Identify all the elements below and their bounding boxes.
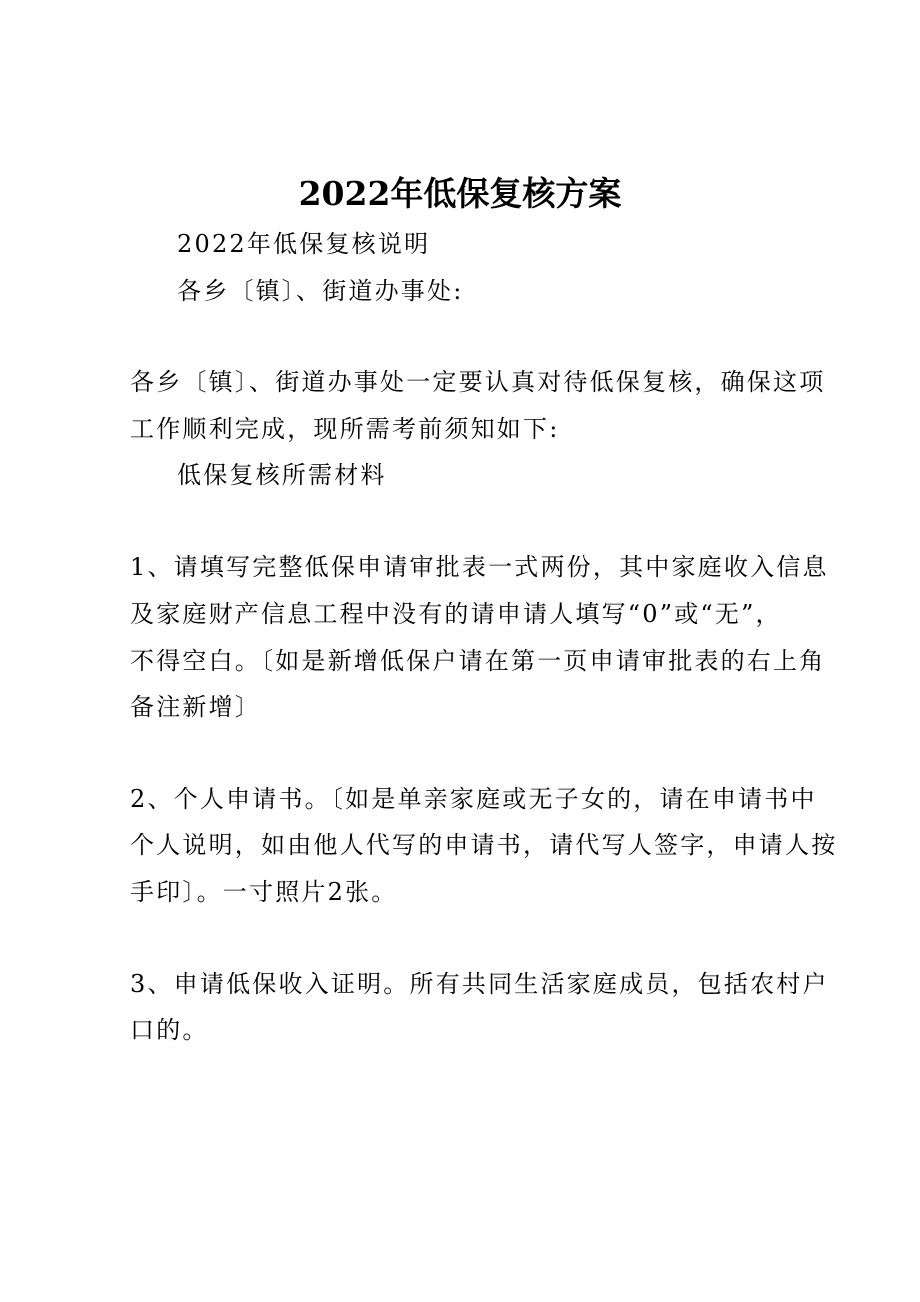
intro-line-2: 工作顺利完成，现所需考前须知如下: [130,415,560,443]
item-1-line-1: 1、请填写完整低保申请审批表一式两份，其中家庭收入信息 [130,553,829,581]
item-2-line-1: 2、个人申请书。〔如是单亲家庭或无子女的，请在申请书中 [130,785,817,813]
document-subtitle: 2022年低保复核说明 [177,230,431,258]
document-title: 2022年低保复核方案 [298,174,622,213]
item-1-line-3: 不得空白。〔如是新增低保户请在第一页申请审批表的右上角 [130,647,826,675]
item-1-line-2: 及家庭财产信息工程中没有的请申请人填写“0”或“无”， [130,600,782,628]
materials-heading: 低保复核所需材料 [177,461,387,489]
item-3-line-2: 口的。 [130,1016,209,1044]
item-3-line-1: 3、申请低保收入证明。所有共同生活家庭成员，包括农村户 [130,970,829,998]
item-2-line-2: 个人说明，如由他人代写的申请书，请代写人签字，申请人按 [130,831,838,859]
item-1-line-4: 备注新增〕 [130,693,261,721]
intro-line-1: 各乡〔镇〕、街道办事处一定要认真对待低保复核，确保这项 [130,368,826,396]
item-2-line-3: 手印〕。一寸照片2张。 [130,878,398,906]
salutation: 各乡〔镇〕、街道办事处: [177,277,464,305]
